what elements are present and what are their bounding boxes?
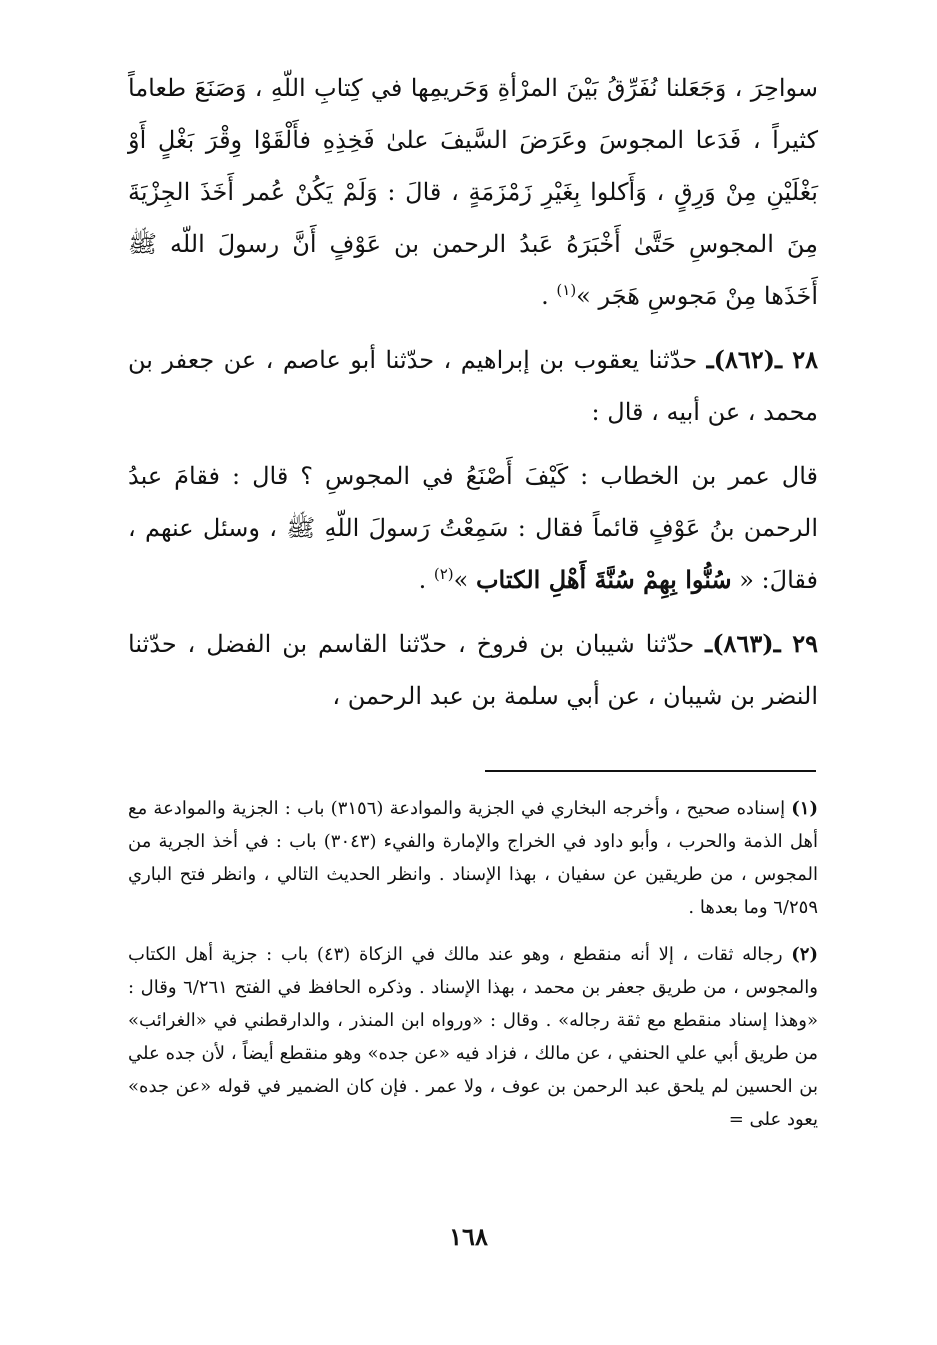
paragraph-text: قال عمر بن الخطاب : كَيْفَ أَصْنَعُ في المجوسِ ؟ قال : فقامَ عبدُ الرحمن بنُ عَوْفٍ قائماً فقال : سَمِعْتُ رَسولَ اللّهِ ﷺ ، وسئل عنهم ، فقالَ: « (128, 462, 818, 594)
footnote-number: (١) (791, 798, 818, 819)
hadith-number: ٢٩ ـ(٨٦٣)ـ (705, 629, 819, 658)
footnote-2 (128, 938, 818, 1136)
hadith-number: ٢٨ ـ(٨٦٢)ـ (706, 345, 818, 374)
footnotes (128, 792, 818, 1136)
footnote-text: رجاله ثقات ، إلا أنه منقطع ، وهو عند مالك في الزكاة (٤٣) باب : جزية أهل الكتاب والمجوس ، من طريق جعفر بن محمد ، بهذا الإسناد . وذكره الحافظ في الفتح ٦/٢٦١ وقال : «وهذا إسناد منقطع مع ثقة رجاله» . وقال : «ورواه ابن المنذر ، والدارقطني في «الغرائب» من طريق أبي علي الحنفي ، عن مالك ، فزاد فيه «عن جده» وهو منقطع أيضاً ، لأن جده علي بن الحسين لم يلحق عبد الرحمن بن عوف ، ولا عمر . فإن كان الضمير في قوله «عن جده» يعود على = (128, 944, 818, 1130)
quote-close: » (453, 566, 476, 594)
prophetic-quote: سُنُّوا بِهِمْ سُنَّةَ أَهْلِ الكتاب (475, 565, 732, 594)
hadith-28 (128, 334, 818, 438)
hadith-text: حدّثنا شيبان بن فروخ ، حدّثنا القاسم بن الفضل ، حدّثنا النضر بن شيبان ، عن أبي سلمة بن عبد الرحمن ، (128, 630, 818, 710)
paragraph-end: . (541, 282, 557, 310)
footnote-number: (٢) (791, 944, 818, 965)
hadith-29 (128, 618, 818, 722)
paragraph-text: سواحِرَ ، وَجَعَلنا نُفَرِّقُ بَيْنَ المرْأةِ وَحَريمِها في كِتابِ اللّهِ ، وَصَنَعَ طعاماً كثيراً ، فَدَعا المجوسَ وعَرَضَ السَّيفَ علىٰ فَخِذِهِ فأَلْقَوْا وِقْرَ بَغْلٍ أَوْ بَغْلَيْنِ مِنْ وَرِقٍ ، وَأَكلوا بِغَيْرِ زَمْزَمَةٍ ، قالَ : وَلَمْ يَكُنْ عُمر أَخَذَ الجِزْيَةَ مِنَ المجوسِ حَتَّىٰ أَخْبَرَهُ عَبدُ الرحمن بن عَوْفٍ أَنَّ رسولَ اللّه ﷺ أَخَذَها مِنْ مَجوسِ هَجَر » (128, 74, 818, 310)
footnote-divider (485, 770, 816, 772)
paragraph-continuation (128, 62, 818, 322)
hadith-text: حدّثنا يعقوب بن إبراهيم ، حدّثنا أبو عاصم ، عن جعفر بن محمد ، عن أبيه ، قال : (128, 346, 818, 426)
hadith-28-matn (128, 450, 818, 606)
paragraph-end: . (418, 566, 434, 594)
footnote-ref-2[interactable]: (٢) (433, 565, 454, 583)
footnote-ref-1[interactable]: (١) (556, 281, 577, 299)
page-number: ١٦٨ (449, 1222, 488, 1251)
footnote-text: إسناده صحيح ، وأخرجه البخاري في الجزية والموادعة (٣١٥٦) باب : الجزية والموادعة مع أهل الذمة والحرب ، وأبو داود في الخراج والإمارة والفيء (٣٠٤٣) باب : في أخذ الجرية من المجوس ، من طريقين عن سفيان ، بهذا الإسناد . وانظر الحديث التالي ، وانظر فتح الباري ٦/٢٥٩ وما بعدها . (128, 798, 818, 918)
footnote-1 (128, 792, 818, 924)
main-text (128, 62, 818, 722)
